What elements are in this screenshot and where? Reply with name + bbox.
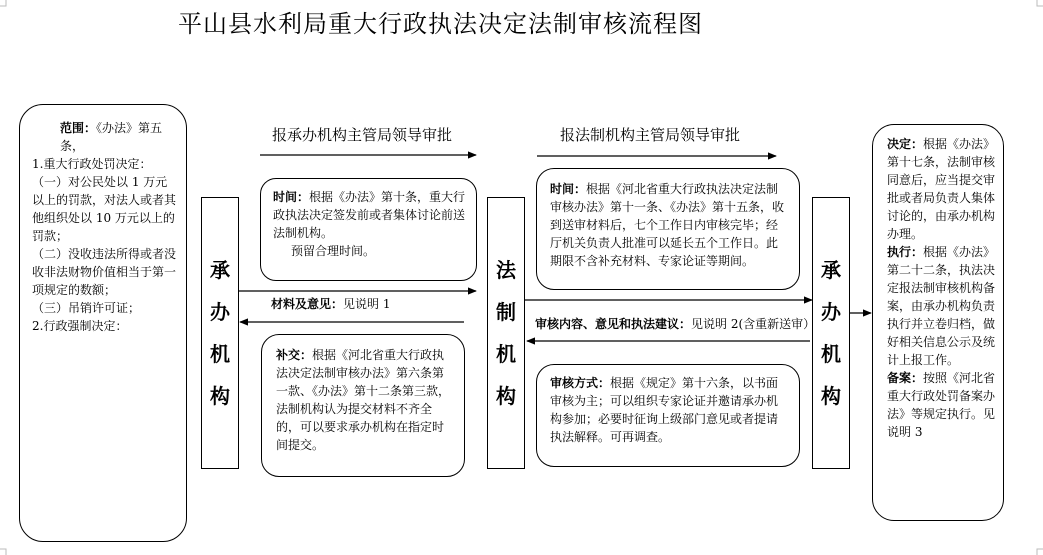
label-approval-undertaking: 报承办机构主管局领导审批 bbox=[272, 126, 453, 144]
review-method-heading: 审核方式： bbox=[550, 376, 611, 390]
time-text: 根据《办法》第十条，重大行政执法决定签发前或者集体讨论前送法制机构。 bbox=[273, 190, 466, 240]
scope-line-3: （二）没收违法所得或者没收非法财物价值相当于第一项规定的数额； bbox=[32, 247, 177, 297]
supplement-heading: 补交： bbox=[276, 348, 313, 362]
col-left-char-1: 承 bbox=[210, 258, 230, 282]
col-right-char-4: 构 bbox=[821, 384, 841, 408]
material-label: 材料及意见：见说明 1 bbox=[271, 297, 391, 311]
review-time-text: 根据《河北省重大行政执法决定法制审核办法》第十一条、《办法》第十五条，收到送审材料后，七个工作日内审核完毕；经厅机关负责人批准可以延长五个工作日。此期限不含补充材料、专家论证等期间。 bbox=[550, 182, 785, 268]
time-heading: 时间： bbox=[273, 190, 310, 204]
scope-line-5: 2.行政强制决定： bbox=[32, 319, 128, 333]
supplement-text: 根据《河北省重大行政执法决定法制审核办法》第六条第一款、《办法》第十二条第三款，法制机构认为提交材料不齐全的，可以要求承办机构在指定时间提交。 bbox=[276, 348, 451, 452]
page-title: 平山县水利局重大行政执法决定法制审核流程图 bbox=[178, 10, 703, 38]
col-right-char-2: 办 bbox=[821, 300, 841, 324]
review-method-text: 根据《规定》第十六条，以书面审核为主；可以组织专家论证并邀请承办机构参加；必要时征询上级部门意见或者提请执法解释。可再调查。 bbox=[550, 376, 779, 444]
col-mid-char-2: 制 bbox=[496, 300, 516, 324]
col-mid-char-3: 机 bbox=[496, 342, 516, 366]
scope-line-2: （一）对公民处以 1 万元以上的罚款，对法人或者其他组织处以 10 万元以上的罚款； bbox=[32, 175, 177, 243]
col-left-char-4: 构 bbox=[210, 384, 230, 408]
time-note: 预留合理时间。 bbox=[291, 244, 376, 258]
col-left-char-2: 办 bbox=[210, 300, 230, 324]
decision-section: 决定：根据《办法》第十七条，法制审核同意后，应当提交审批或者局负责人集体讨论的，由承办机构办理。 bbox=[887, 137, 996, 241]
scope-line-1: 1.重大行政处罚决定： bbox=[32, 157, 152, 171]
scope-line-4: （三）吊销许可证； bbox=[32, 301, 141, 315]
col-mid-char-4: 构 bbox=[496, 384, 516, 408]
label-approval-legal: 报法制机构主管局领导审批 bbox=[560, 126, 741, 144]
col-right-char-1: 承 bbox=[821, 258, 841, 282]
col-left-char-3: 机 bbox=[210, 342, 230, 366]
review-time-heading: 时间： bbox=[550, 182, 587, 196]
col-mid-char-1: 法 bbox=[496, 258, 516, 282]
execution-section: 执行：根据《办法》第二十二条，执法决定报法制审核机构备案，由承办机构负责执行并立卷归档，做好相关信息公示及统计上报工作。 bbox=[887, 245, 996, 367]
review-content-label: 审核内容、意见和执法建议：见说明 2(含重新送审） bbox=[535, 317, 816, 331]
col-right-char-3: 机 bbox=[821, 342, 841, 366]
filing-section: 备案：按照《河北省重大行政处罚备案办法》等规定执行。见说明 3 bbox=[887, 371, 996, 439]
scope-heading: 范围：《办法》第五条， bbox=[60, 121, 163, 153]
